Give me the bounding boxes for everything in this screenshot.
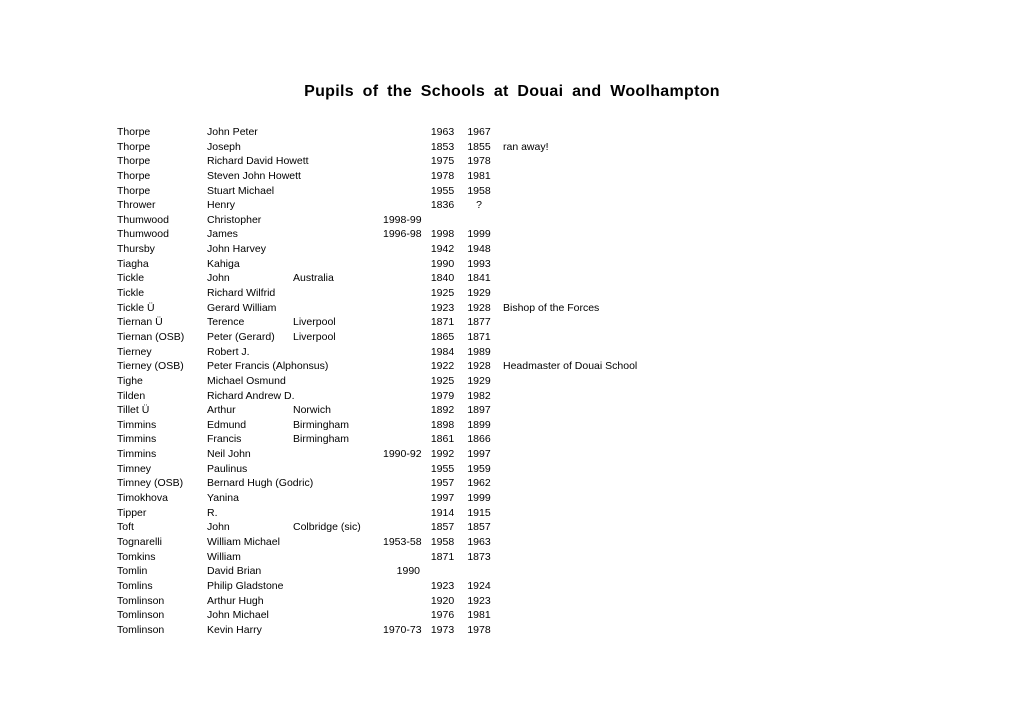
cell-prep-years: 1970-73 [383, 623, 422, 636]
cell-year-end: 1989 [467, 345, 491, 358]
cell-prep-years [383, 301, 420, 316]
cell-notes [493, 154, 503, 169]
cell-year-end: 1978 [467, 623, 491, 636]
cell-place [293, 125, 383, 140]
table-row [117, 462, 637, 477]
cell-year-end: 1959 [467, 462, 491, 475]
table-row [117, 403, 637, 418]
cell-surname: Thursby [117, 243, 155, 256]
cell-prep-years [383, 506, 420, 521]
cell-prep-years [383, 579, 420, 594]
cell-forename: Neil John [207, 448, 251, 461]
cell-notes [493, 579, 503, 594]
cell-place [293, 623, 383, 638]
cell-notes [493, 432, 503, 447]
cell-year-start: 1998 [430, 228, 455, 241]
table-row [117, 330, 637, 345]
cell-forename: Arthur Hugh [207, 594, 264, 607]
cell-notes [493, 506, 503, 521]
cell-year-start: 1976 [430, 609, 455, 622]
cell-notes [493, 491, 503, 506]
cell-surname: Thorpe [117, 126, 151, 138]
cell-year-start: 1920 [430, 594, 455, 607]
cell-year-end: 1929 [467, 374, 491, 387]
cell-surname: Timney (OSB) [117, 477, 184, 490]
cell-prep-years [383, 462, 420, 477]
cell-prep-years [383, 330, 420, 345]
cell-notes [493, 315, 503, 330]
cell-surname: Timmins [117, 433, 157, 446]
cell-prep-years: 1990-92 [383, 448, 422, 461]
cell-surname: Thorpe [117, 140, 151, 153]
cell-forename: Francis [207, 433, 242, 446]
cell-year-end: 1967 [467, 126, 491, 138]
cell-prep-years [383, 550, 420, 565]
cell-notes [493, 242, 503, 257]
cell-surname: Tierney [117, 345, 152, 358]
table-row [117, 154, 637, 169]
cell-prep-years [383, 286, 420, 301]
cell-prep-years [383, 374, 420, 389]
table-row [117, 169, 637, 184]
cell-place [293, 447, 383, 462]
cell-year-end: 1999 [467, 228, 491, 241]
cell-notes [493, 520, 503, 535]
cell-forename: Edmund [207, 418, 247, 431]
cell-year-start: 1925 [430, 287, 455, 300]
cell-notes [493, 271, 503, 286]
cell-forename: Peter Francis (Alphonsus) [207, 360, 329, 373]
cell-place: Colbridge (sic) [293, 521, 361, 534]
cell-surname: Timney [117, 462, 152, 475]
table-row [117, 432, 637, 447]
cell-place: Norwich [293, 404, 331, 417]
cell-surname: Tomlin [117, 565, 148, 578]
cell-surname: Tognarelli [117, 535, 162, 548]
cell-notes [493, 447, 503, 462]
cell-prep-years: 1953-58 [383, 535, 422, 548]
cell-forename: Richard Wilfrid [207, 287, 276, 300]
cell-surname: Tierney (OSB) [117, 360, 184, 373]
cell-place [293, 579, 383, 594]
cell-notes [493, 227, 503, 242]
cell-prep-years [383, 271, 420, 286]
cell-year-end: 1993 [467, 257, 491, 270]
cell-prep-years [383, 608, 420, 623]
table-row [117, 550, 637, 565]
cell-year-start: 1984 [430, 345, 455, 358]
cell-surname: Tomkins [117, 550, 156, 563]
cell-place [293, 140, 383, 155]
cell-place [293, 301, 383, 316]
cell-surname: Tickle Ü [117, 301, 155, 314]
cell-surname: Tickle [117, 287, 145, 300]
cell-notes: ran away! [503, 140, 549, 153]
cell-forename: Peter (Gerard) [207, 330, 275, 343]
cell-surname: Toft [117, 521, 134, 534]
cell-place [293, 594, 383, 609]
cell-surname: Tiernan Ü [117, 316, 163, 329]
table-row [117, 535, 637, 550]
cell-forename: Richard Andrew D. [207, 389, 295, 402]
cell-forename: Michael Osmund [207, 374, 286, 387]
cell-surname: Thorpe [117, 184, 151, 197]
cell-year-start: 1973 [430, 623, 455, 636]
cell-year-start: 1840 [430, 272, 455, 285]
cell-notes [493, 403, 503, 418]
cell-year-end: 1899 [467, 418, 491, 431]
cell-place [293, 154, 383, 169]
cell-forename: Yanina [207, 492, 239, 505]
cell-place [293, 535, 383, 550]
cell-prep-years [383, 594, 420, 609]
cell-notes [493, 184, 503, 199]
cell-year-end: 1958 [467, 184, 491, 197]
cell-forename: Richard David Howett [207, 155, 309, 168]
cell-year-end: 1897 [467, 404, 491, 417]
cell-forename: Robert J. [207, 345, 250, 358]
cell-year-start: 1975 [430, 155, 455, 168]
cell-forename: Henry [207, 199, 236, 212]
cell-place [293, 359, 383, 374]
pupils-table [117, 125, 637, 637]
cell-place: Birmingham [293, 418, 350, 431]
cell-year-end: 1982 [467, 389, 491, 402]
cell-forename: Paulinus [207, 462, 248, 475]
cell-forename: John Peter [207, 126, 258, 138]
cell-prep-years [383, 140, 420, 155]
cell-prep-years [383, 418, 420, 433]
cell-prep-years [383, 198, 420, 213]
cell-prep-years [383, 242, 420, 257]
cell-year-end: 1981 [467, 609, 491, 622]
cell-prep-years: 1998-99 [383, 213, 422, 226]
cell-place [293, 242, 383, 257]
cell-place [293, 257, 383, 272]
table-row [117, 564, 637, 579]
cell-year-start: 1914 [430, 506, 455, 519]
cell-notes [493, 345, 503, 360]
cell-year-start: 1957 [430, 477, 455, 490]
cell-prep-years [383, 389, 420, 404]
cell-place [293, 550, 383, 565]
cell-year-start: 1992 [430, 448, 455, 461]
cell-forename: James [207, 228, 238, 241]
cell-year-start: 1865 [430, 330, 455, 343]
cell-prep-years [383, 491, 420, 506]
table-row [117, 608, 637, 623]
cell-surname: Tighe [117, 374, 143, 387]
cell-place [293, 374, 383, 389]
cell-year-start: 1853 [430, 140, 455, 153]
cell-notes [493, 476, 503, 491]
cell-year-start: 1925 [430, 374, 455, 387]
cell-year-start: 1955 [430, 462, 455, 475]
table-row [117, 491, 637, 506]
cell-year-start: 1857 [430, 521, 455, 534]
page-title: Pupils of the Schools at Douai and Woolhampton [304, 83, 720, 100]
cell-forename: William [207, 550, 241, 563]
cell-year-end: ? [476, 199, 482, 212]
table-row [117, 579, 637, 594]
cell-notes [493, 125, 503, 140]
table-row [117, 506, 637, 521]
cell-year-end: 1857 [467, 521, 491, 534]
cell-notes [493, 594, 503, 609]
cell-place: Australia [293, 272, 334, 285]
cell-place [293, 198, 383, 213]
table-row [117, 359, 637, 374]
cell-forename: Kevin Harry [207, 623, 262, 636]
cell-notes [493, 564, 503, 579]
cell-year-end: 1999 [467, 492, 491, 505]
cell-surname: Tiagha [117, 257, 149, 270]
cell-year-start: 1892 [430, 404, 455, 417]
cell-year-start: 1978 [430, 169, 455, 182]
cell-surname: Timokhova [117, 492, 168, 505]
cell-year-start: 1963 [430, 126, 455, 138]
cell-notes [493, 535, 503, 550]
table-row [117, 125, 637, 140]
table-row [117, 594, 637, 609]
cell-notes [493, 389, 503, 404]
cell-year-start: 1836 [430, 199, 455, 212]
table-row [117, 198, 637, 213]
table-row [117, 242, 637, 257]
cell-prep-years [383, 154, 420, 169]
table-row [117, 476, 637, 491]
cell-forename: R. [207, 506, 218, 519]
cell-place [293, 345, 383, 360]
cell-surname: Thumwood [117, 228, 169, 241]
cell-year-start: 1871 [430, 316, 455, 329]
table-row [117, 257, 637, 272]
table-row [117, 345, 637, 360]
cell-prep-years [383, 257, 420, 272]
cell-year-start: 1997 [430, 492, 455, 505]
cell-forename: Stuart Michael [207, 184, 275, 197]
cell-notes [493, 462, 503, 477]
cell-year-start: 1871 [430, 550, 455, 563]
cell-place [293, 286, 383, 301]
cell-place: Liverpool [293, 316, 336, 329]
cell-year-end [465, 213, 493, 228]
cell-forename: Terence [207, 316, 245, 329]
cell-notes [493, 286, 503, 301]
cell-place [293, 491, 383, 506]
cell-year-start: 1898 [430, 418, 455, 431]
cell-forename: David Brian [207, 565, 262, 578]
table-row [117, 418, 637, 433]
table-row [117, 374, 637, 389]
cell-year-end: 1997 [467, 448, 491, 461]
cell-notes [493, 169, 503, 184]
table-row [117, 389, 637, 404]
cell-place [293, 476, 383, 491]
cell-prep-years [383, 403, 420, 418]
cell-notes [493, 623, 503, 638]
cell-year-start: 1990 [430, 257, 455, 270]
table-row [117, 447, 637, 462]
cell-prep-years [383, 476, 420, 491]
cell-place [293, 184, 383, 199]
cell-year-start [420, 564, 465, 579]
table-row [117, 301, 637, 316]
cell-year-end: 1981 [467, 169, 491, 182]
cell-year-start: 1979 [430, 389, 455, 402]
cell-surname: Thumwood [117, 213, 169, 226]
table-row [117, 623, 637, 638]
cell-forename: Arthur [207, 404, 236, 417]
cell-surname: Tomlinson [117, 609, 165, 622]
cell-prep-years: 1996-98 [383, 228, 422, 241]
cell-year-start [420, 213, 465, 228]
cell-year-end: 1929 [467, 287, 491, 300]
cell-place [293, 213, 383, 228]
cell-forename: John Harvey [207, 243, 266, 256]
cell-place [293, 564, 383, 579]
cell-year-end: 1948 [467, 243, 491, 256]
cell-notes [493, 608, 503, 623]
table-row [117, 140, 637, 155]
cell-notes: Bishop of the Forces [503, 301, 600, 314]
table-row [117, 271, 637, 286]
cell-year-end: 1978 [467, 155, 491, 168]
cell-year-end: 1877 [467, 316, 491, 329]
cell-year-start: 1922 [430, 360, 455, 373]
cell-surname: Tiernan (OSB) [117, 330, 185, 343]
cell-prep-years [383, 520, 420, 535]
cell-prep-years [383, 315, 420, 330]
cell-year-end: 1928 [467, 360, 491, 373]
table-row [117, 184, 637, 199]
cell-place: Birmingham [293, 433, 350, 446]
cell-notes [493, 213, 503, 228]
cell-surname: Timmins [117, 448, 157, 461]
cell-surname: Tickle [117, 272, 145, 285]
cell-forename: Steven John Howett [207, 169, 301, 182]
cell-year-end: 1841 [467, 272, 491, 285]
cell-forename: Joseph [207, 140, 241, 153]
table-row [117, 286, 637, 301]
cell-notes: Headmaster of Douai School [503, 360, 638, 373]
cell-notes [493, 198, 503, 213]
cell-notes [493, 374, 503, 389]
cell-year-end: 1866 [467, 433, 491, 446]
cell-surname: Timmins [117, 418, 157, 431]
table-row [117, 227, 637, 242]
cell-year-start: 1923 [430, 301, 455, 314]
cell-forename: Philip Gladstone [207, 579, 284, 592]
cell-surname: Thorpe [117, 155, 151, 168]
cell-surname: Tomlinson [117, 594, 165, 607]
cell-surname: Tillet Ü [117, 404, 150, 417]
table-row [117, 213, 637, 228]
cell-year-end: 1855 [467, 140, 491, 153]
cell-forename: Kahiga [207, 257, 240, 270]
cell-prep-years [383, 184, 420, 199]
cell-forename: Bernard Hugh (Godric) [207, 477, 314, 490]
cell-forename: William Michael [207, 535, 280, 548]
cell-year-end: 1923 [467, 594, 491, 607]
cell-place [293, 462, 383, 477]
cell-forename: John [207, 521, 230, 534]
cell-notes [493, 330, 503, 345]
cell-year-start: 1955 [430, 184, 455, 197]
cell-year-end: 1915 [467, 506, 491, 519]
cell-year-end: 1924 [467, 579, 491, 592]
cell-surname: Tomlins [117, 579, 153, 592]
cell-surname: Thrower [117, 199, 156, 212]
cell-place [293, 169, 383, 184]
cell-prep-years [383, 125, 420, 140]
cell-prep-years [383, 432, 420, 447]
cell-prep-years [383, 359, 420, 374]
table-row [117, 315, 637, 330]
cell-notes [493, 550, 503, 565]
cell-place [293, 227, 383, 242]
cell-surname: Tomlinson [117, 623, 165, 636]
cell-forename: John [207, 272, 230, 285]
cell-year-start: 1861 [430, 433, 455, 446]
cell-prep-years [383, 345, 420, 360]
table-row [117, 520, 637, 535]
cell-year-end: 1871 [467, 330, 491, 343]
cell-year-end: 1873 [467, 550, 491, 563]
cell-year-start: 1958 [430, 535, 455, 548]
cell-year-start: 1923 [430, 579, 455, 592]
cell-forename: Gerard William [207, 301, 277, 314]
cell-forename: Christopher [207, 213, 262, 226]
cell-year-end: 1962 [467, 477, 491, 490]
cell-forename: John Michael [207, 609, 269, 622]
cell-surname: Tilden [117, 389, 146, 402]
cell-place: Liverpool [293, 330, 336, 343]
cell-notes [493, 257, 503, 272]
cell-prep-years [383, 169, 420, 184]
cell-prep-years: 1990 [396, 565, 420, 578]
cell-notes [493, 418, 503, 433]
cell-year-start: 1942 [430, 243, 455, 256]
cell-surname: Tipper [117, 506, 147, 519]
cell-year-end [465, 564, 493, 579]
cell-year-end: 1928 [467, 301, 491, 314]
cell-place [293, 389, 383, 404]
cell-year-end: 1963 [467, 535, 491, 548]
cell-place [293, 506, 383, 521]
cell-surname: Thorpe [117, 169, 151, 182]
cell-place [293, 608, 383, 623]
